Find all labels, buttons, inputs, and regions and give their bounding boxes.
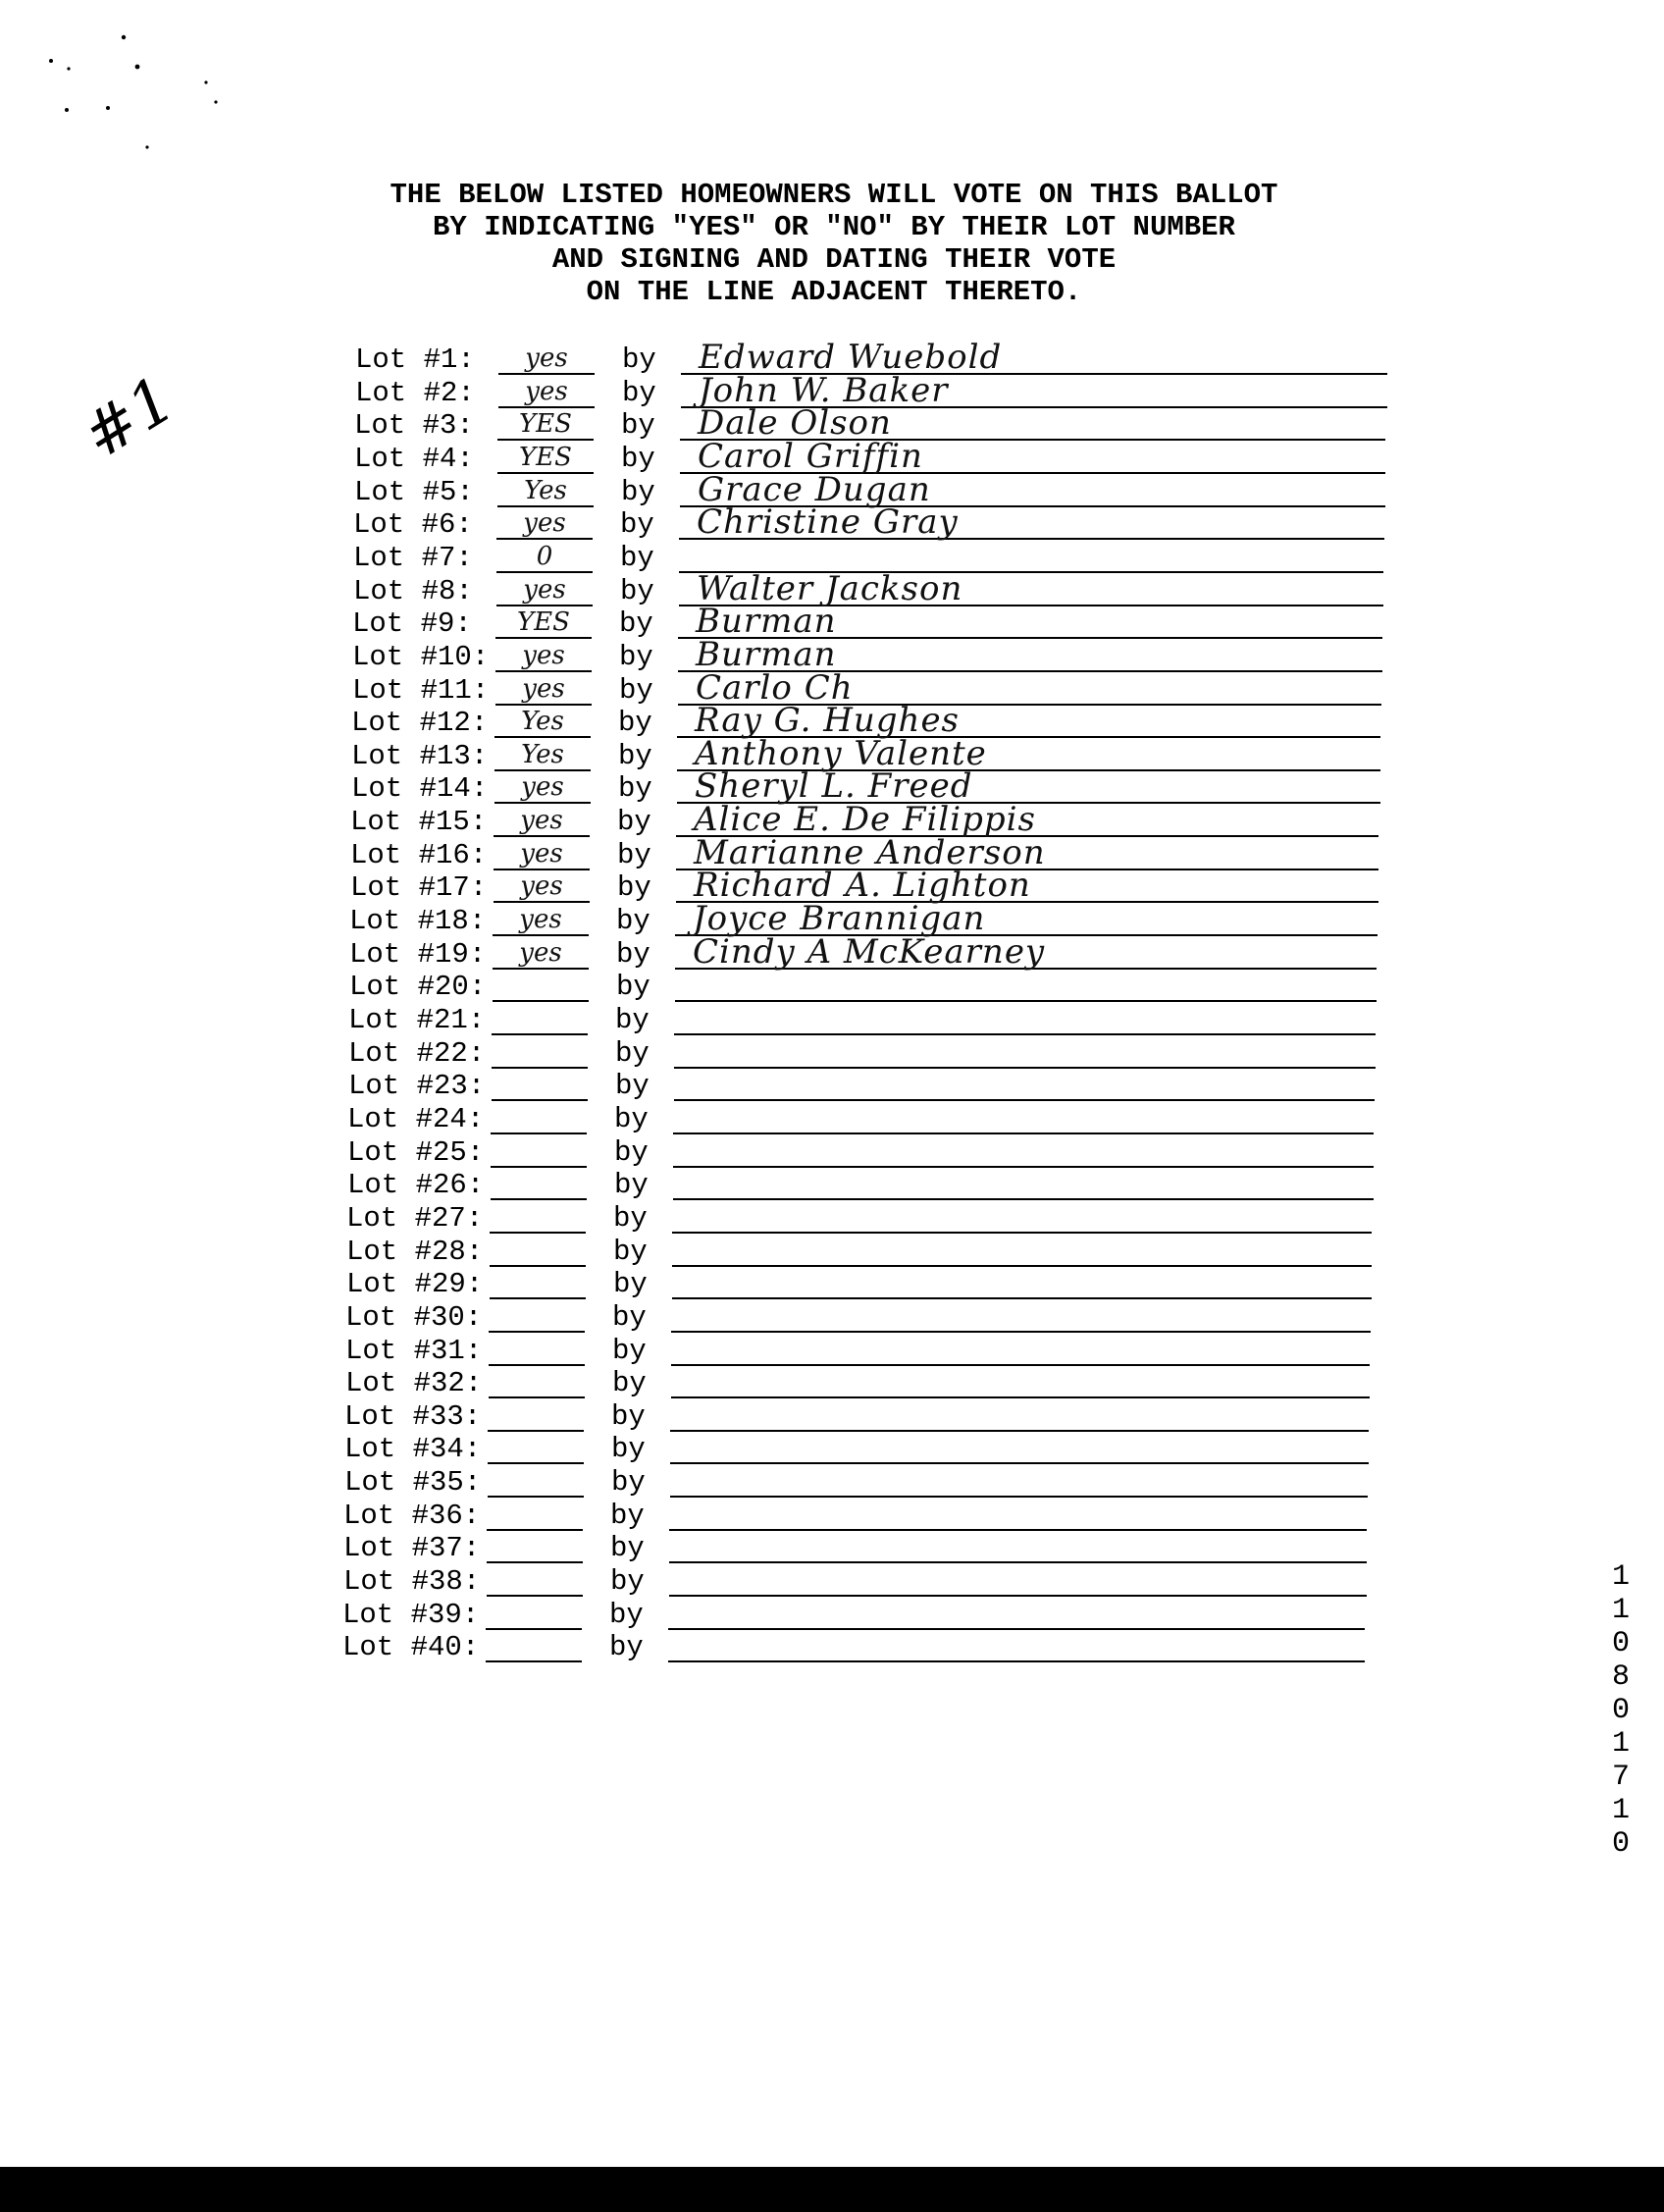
vote-field[interactable]: [492, 1099, 588, 1101]
by-label: by: [617, 806, 651, 838]
vote-field[interactable]: [494, 869, 590, 870]
vote-value: yes: [519, 938, 562, 968]
vote-field[interactable]: [486, 1660, 582, 1662]
lot-row: [349, 932, 1379, 972]
signature-field[interactable]: [674, 1067, 1376, 1069]
signature-field[interactable]: [669, 1595, 1367, 1597]
by-label: by: [619, 607, 653, 640]
lot-label: Lot #5:: [354, 476, 474, 508]
by-label: by: [614, 1136, 649, 1169]
vote-field[interactable]: [496, 605, 593, 606]
lot-label: Lot #1:: [355, 343, 475, 376]
signature-field[interactable]: [672, 1265, 1372, 1267]
vote-field[interactable]: [491, 1132, 587, 1134]
by-label: by: [612, 1367, 647, 1399]
vote-field[interactable]: [494, 835, 590, 837]
by-label: by: [611, 1433, 646, 1465]
by-label: by: [622, 343, 656, 376]
by-label: by: [620, 508, 654, 541]
vote-field[interactable]: [498, 373, 595, 375]
lot-row: [348, 1037, 1378, 1071]
vote-field[interactable]: [487, 1529, 583, 1531]
vote-value: Yes: [521, 740, 564, 769]
lot-row: [342, 1631, 1373, 1664]
signature: Burman: [696, 602, 837, 641]
signature: Sheryl L. Freed: [695, 766, 973, 806]
signature-field[interactable]: [670, 1462, 1369, 1464]
by-label: by: [616, 971, 650, 1003]
vote-value: yes: [523, 575, 566, 605]
signature-field[interactable]: [671, 1364, 1370, 1366]
by-label: by: [615, 1004, 650, 1036]
lot-row: [352, 602, 1382, 641]
signature-field[interactable]: [668, 1628, 1365, 1630]
lot-row: [346, 1268, 1377, 1301]
by-label: by: [609, 1599, 644, 1631]
signature-field[interactable]: [670, 1430, 1369, 1432]
vote-value: Yes: [524, 476, 567, 505]
by-label: by: [615, 1037, 650, 1070]
lot-row: [348, 1070, 1378, 1103]
by-label: by: [619, 674, 653, 707]
signature: Joyce Brannigan: [693, 899, 986, 938]
lot-label: Lot #28:: [346, 1236, 484, 1268]
vote-field[interactable]: [488, 1430, 584, 1432]
lot-row: [352, 635, 1382, 674]
lot-label: Lot #8:: [353, 575, 473, 607]
signature: Ray G. Hughes: [695, 701, 961, 740]
vote-value: yes: [520, 871, 563, 901]
lot-label: Lot #9:: [352, 607, 472, 640]
vote-value: YES: [517, 607, 570, 637]
lot-row: [347, 1103, 1378, 1136]
by-label: by: [618, 707, 652, 739]
signature-field[interactable]: [673, 1166, 1374, 1168]
by-label: by: [610, 1500, 645, 1532]
lot-row: [342, 1599, 1373, 1632]
vote-field[interactable]: [494, 769, 591, 771]
lot-label: Lot #40:: [342, 1631, 480, 1663]
vote-value: yes: [520, 839, 563, 869]
vote-field[interactable]: [490, 1232, 586, 1234]
signature: Anthony Valente: [695, 734, 987, 773]
lot-row: [343, 1532, 1374, 1565]
instruction-line: ON THE LINE ADJACENT THERETO.: [586, 276, 1082, 308]
instruction-line: AND SIGNING AND DATING THEIR VOTE: [551, 243, 1117, 276]
by-label: by: [613, 1236, 648, 1268]
lot-label: Lot #15:: [350, 806, 488, 838]
by-label: by: [616, 905, 650, 937]
vote-field[interactable]: [495, 637, 592, 639]
vote-field[interactable]: [497, 505, 594, 507]
lot-label: Lot #24:: [347, 1103, 485, 1135]
lot-row: [344, 1400, 1375, 1434]
by-label: by: [617, 839, 651, 871]
signature-field[interactable]: [672, 1232, 1372, 1234]
lot-row: [347, 1136, 1378, 1170]
by-label: by: [614, 1103, 649, 1135]
by-label: by: [613, 1202, 648, 1235]
by-label: by: [611, 1466, 646, 1499]
signature: Richard A. Lighton: [694, 866, 1031, 905]
signature-field[interactable]: [672, 1297, 1372, 1299]
vote-field[interactable]: [493, 968, 589, 970]
signature-field[interactable]: [668, 1660, 1365, 1662]
lot-label: Lot #10:: [352, 641, 490, 673]
by-label: by: [618, 740, 652, 772]
lot-label: Lot #23:: [348, 1070, 486, 1102]
signature-field[interactable]: [674, 1099, 1375, 1101]
vote-field[interactable]: [493, 1000, 589, 1002]
instruction-line: THE BELOW LISTED HOMEOWNERS WILL VOTE ON THIS BALLOT: [390, 179, 1278, 211]
ballot-instructions: [294, 179, 1374, 308]
lot-label: Lot #20:: [349, 971, 487, 1003]
signature-field[interactable]: [673, 1132, 1374, 1134]
by-label: by: [611, 1400, 646, 1433]
lot-row: [344, 1466, 1375, 1500]
lot-label: Lot #38:: [343, 1565, 481, 1598]
lot-label: Lot #3:: [354, 409, 474, 442]
vote-field[interactable]: [490, 1297, 586, 1299]
signature-field[interactable]: [674, 1033, 1376, 1035]
instruction-line: BY INDICATING "YES" OR "NO" BY THEIR LOT NUMBER: [433, 211, 1235, 243]
vote-field[interactable]: [490, 1265, 586, 1267]
by-label: by: [612, 1335, 647, 1367]
vote-field[interactable]: [497, 472, 594, 474]
lot-row: [353, 502, 1383, 542]
vote-field[interactable]: [489, 1364, 585, 1366]
lot-label: Lot #2:: [355, 377, 475, 409]
signature-field[interactable]: [673, 1198, 1374, 1200]
lot-label: Lot #34:: [344, 1433, 482, 1465]
lot-row: [344, 1433, 1375, 1466]
lot-label: Lot #29:: [346, 1268, 484, 1300]
by-label: by: [619, 641, 653, 673]
vote-field[interactable]: [486, 1628, 582, 1630]
vote-field[interactable]: [494, 802, 591, 804]
by-label: by: [621, 443, 655, 475]
lot-row: [346, 1202, 1377, 1236]
lot-label: Lot #30:: [345, 1301, 483, 1334]
signature-field[interactable]: [671, 1331, 1371, 1333]
signature-field[interactable]: [671, 1396, 1370, 1398]
vote-value: yes: [525, 343, 568, 373]
by-label: by: [620, 542, 654, 574]
vote-field[interactable]: [496, 538, 593, 540]
signature: Cindy A McKearney: [693, 932, 1046, 972]
lot-row: [345, 1301, 1376, 1335]
vote-field[interactable]: [495, 670, 592, 672]
vote-field[interactable]: [491, 1198, 587, 1200]
vote-field[interactable]: [497, 439, 594, 441]
vote-field[interactable]: [487, 1561, 583, 1563]
lot-label: Lot #16:: [350, 839, 488, 871]
vote-field[interactable]: [491, 1166, 587, 1168]
vote-value: YES: [519, 409, 572, 439]
by-label: by: [621, 409, 655, 442]
lot-row: [348, 1004, 1378, 1037]
by-label: by: [616, 938, 650, 971]
lot-label: Lot #36:: [343, 1500, 481, 1532]
signature: Walter Jackson: [697, 569, 963, 608]
scan-specks: [39, 29, 235, 157]
lot-label: Lot #7:: [353, 542, 473, 574]
signature: Burman: [696, 635, 837, 674]
by-label: by: [618, 772, 652, 805]
by-label: by: [610, 1565, 645, 1598]
lot-row: [349, 971, 1379, 1004]
signature: Christine Gray: [697, 502, 959, 542]
lot-label: Lot #37:: [343, 1532, 481, 1564]
lot-label: Lot #14:: [351, 772, 489, 805]
lot-label: Lot #35:: [344, 1466, 482, 1499]
by-label: by: [612, 1301, 647, 1334]
vote-value: 0: [536, 542, 553, 571]
by-label: by: [620, 575, 654, 607]
lot-row: [347, 1169, 1378, 1202]
lot-label: Lot #31:: [345, 1335, 483, 1367]
lot-label: Lot #19:: [349, 938, 487, 971]
lot-row: [353, 569, 1383, 608]
lot-label: Lot #12:: [351, 707, 489, 739]
by-label: by: [614, 1169, 649, 1201]
vote-value: yes: [520, 806, 563, 835]
vote-field[interactable]: [494, 736, 591, 738]
vote-field[interactable]: [498, 406, 595, 408]
vote-field[interactable]: [487, 1595, 583, 1597]
signature-field[interactable]: [670, 1496, 1368, 1498]
vote-field[interactable]: [488, 1496, 584, 1498]
signature: Carlo Ch: [696, 668, 854, 708]
lot-label: Lot #25:: [347, 1136, 485, 1169]
by-label: by: [617, 871, 651, 904]
vote-field[interactable]: [493, 934, 589, 936]
lot-label: Lot #26:: [347, 1169, 485, 1201]
lot-label: Lot #4:: [354, 443, 474, 475]
lot-label: Lot #27:: [346, 1202, 484, 1235]
vote-field[interactable]: [488, 1462, 584, 1464]
lot-label: Lot #32:: [345, 1367, 483, 1399]
signature-field[interactable]: [669, 1529, 1367, 1531]
lot-row: [345, 1367, 1376, 1400]
signature: John W. Baker: [699, 371, 949, 410]
document-id-stamp: 11080 1710: [1611, 1560, 1630, 1861]
by-label: by: [615, 1070, 650, 1102]
signature: Grace Dugan: [698, 470, 931, 509]
margin-note: #1: [71, 363, 188, 474]
signature: Dale Olson: [698, 403, 892, 443]
signature-field[interactable]: [669, 1561, 1367, 1563]
lot-label: Lot #18:: [349, 905, 487, 937]
vote-field[interactable]: [489, 1331, 585, 1333]
signature: Alice E. De Filippis: [694, 800, 1036, 839]
vote-value: Yes: [521, 707, 564, 736]
signature-field[interactable]: [675, 1000, 1377, 1002]
lot-label: Lot #17:: [350, 871, 488, 904]
lot-label: Lot #22:: [348, 1037, 486, 1070]
lot-row: [343, 1500, 1374, 1533]
lot-label: Lot #21:: [348, 1004, 486, 1036]
by-label: by: [609, 1631, 644, 1663]
vote-value: yes: [522, 641, 565, 670]
by-label: by: [613, 1268, 648, 1300]
vote-value: yes: [522, 674, 565, 704]
by-label: by: [621, 476, 655, 508]
lot-row: [346, 1236, 1377, 1269]
vote-field[interactable]: [492, 1033, 588, 1035]
by-label: by: [610, 1532, 645, 1564]
scan-border: [0, 2167, 1664, 2212]
vote-value: yes: [523, 508, 566, 538]
lot-row: [343, 1565, 1374, 1599]
lot-row: [345, 1335, 1376, 1368]
vote-value: yes: [525, 377, 568, 406]
vote-field[interactable]: [492, 1067, 588, 1069]
lot-label: Lot #13:: [351, 740, 489, 772]
signature: Marianne Anderson: [694, 833, 1046, 872]
vote-field[interactable]: [494, 901, 590, 903]
vote-value: yes: [521, 772, 564, 802]
by-label: by: [622, 377, 656, 409]
lot-label: Lot #6:: [353, 508, 473, 541]
signature: Carol Griffin: [698, 437, 923, 476]
lot-label: Lot #33:: [344, 1400, 482, 1433]
vote-value: YES: [519, 443, 572, 472]
vote-value: yes: [519, 905, 562, 934]
lot-label: Lot #11:: [352, 674, 490, 707]
vote-field[interactable]: [489, 1396, 585, 1398]
signature: Edward Wuebold: [699, 338, 1003, 377]
vote-field[interactable]: [495, 704, 592, 706]
lot-label: Lot #39:: [342, 1599, 480, 1631]
vote-field[interactable]: [496, 571, 593, 573]
